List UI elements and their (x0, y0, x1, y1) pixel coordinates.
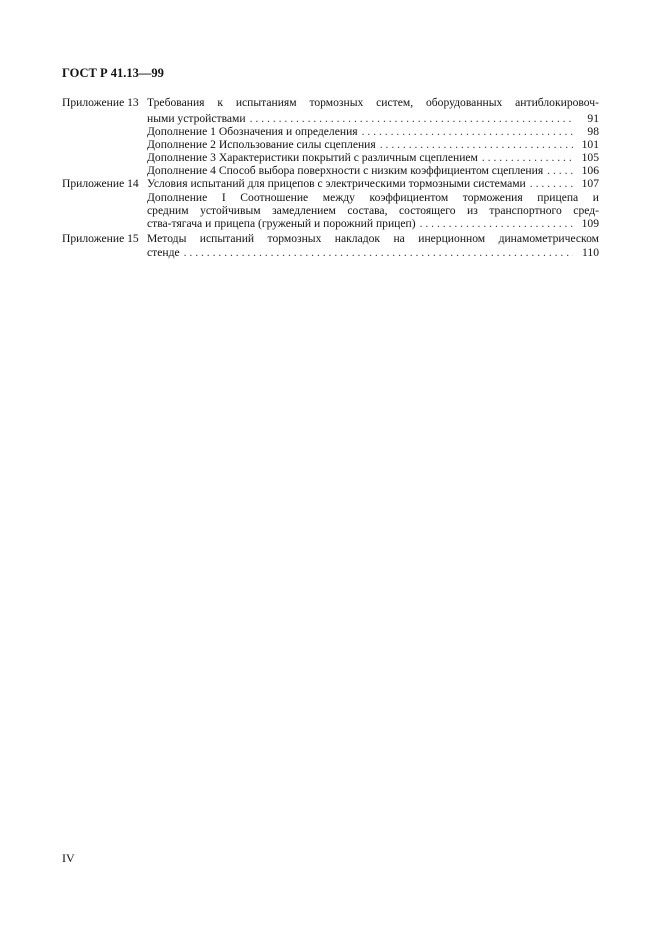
toc-title: Методы испытаний тормозных накладок на инерционном динамометрическом (147, 232, 599, 245)
toc-title: ства-тягача и прицепа (груженый и порожний прицеп) (147, 217, 416, 230)
toc-label: Приложение 15 (62, 232, 139, 245)
toc-page: 107 (581, 177, 599, 190)
document-header: ГОСТ Р 41.13—99 (62, 66, 164, 80)
toc-entry-supplement-1 (62, 125, 599, 139)
toc-label: Приложение 14 (62, 177, 139, 190)
dot-leader (482, 151, 573, 165)
dot-leader (184, 246, 573, 260)
toc-page: 101 (581, 138, 599, 151)
toc-entry-supplement-4 (62, 164, 599, 178)
toc-title: ными устройствами (147, 112, 246, 125)
toc-page: 109 (581, 217, 599, 230)
dot-leader (420, 217, 573, 231)
toc-title: Дополнение 1 Обозначения и определения (147, 125, 358, 138)
toc-title: Дополнение I Соотношение между коэффициентом торможения прицепа и (147, 191, 599, 204)
toc-title: Дополнение 2 Использование силы сцепления (147, 138, 376, 151)
dot-leader (380, 138, 573, 152)
toc-title: Требования к испытаниям тормозных систем, оборудованных антиблокировоч- (147, 96, 599, 109)
toc-entry-annex-14-supplement-1-cont2 (62, 217, 599, 231)
toc-title: средним устойчивым замедлением состава, состоящего из транспортного сред- (147, 204, 599, 217)
toc-entry-annex-13-cont (62, 112, 599, 126)
toc-entry-annex-15 (62, 232, 599, 246)
toc-entry-annex-13 (62, 96, 599, 110)
toc-label: Приложение 13 (62, 96, 139, 109)
toc-entry-annex-15-cont (62, 246, 599, 260)
toc-page: 106 (581, 164, 599, 177)
dot-leader (250, 112, 573, 126)
toc-entry-annex-14-supplement-1-cont (62, 204, 599, 218)
toc-entry-supplement-3 (62, 151, 599, 165)
dot-leader (362, 125, 573, 139)
toc-page: 110 (582, 246, 599, 259)
toc-page: 91 (587, 112, 599, 125)
toc-entry-supplement-2 (62, 138, 599, 152)
toc-page: 105 (581, 151, 599, 164)
toc-title: Условия испытаний для прицепов с электрическими тормозными системами (147, 177, 526, 190)
toc-title: Дополнение 4 Способ выбора поверхности с низким коэффициентом сцепления (147, 164, 544, 177)
toc-entry-annex-14 (62, 177, 599, 191)
toc-entry-annex-14-supplement-1 (62, 191, 599, 205)
page-number-footer: IV (62, 851, 75, 865)
dot-leader (547, 164, 573, 178)
toc-title: стенде (147, 246, 180, 259)
toc-title: Дополнение 3 Характеристики покрытий с различным сцеплением (147, 151, 478, 164)
toc-page: 98 (587, 125, 599, 138)
dot-leader (530, 177, 573, 191)
